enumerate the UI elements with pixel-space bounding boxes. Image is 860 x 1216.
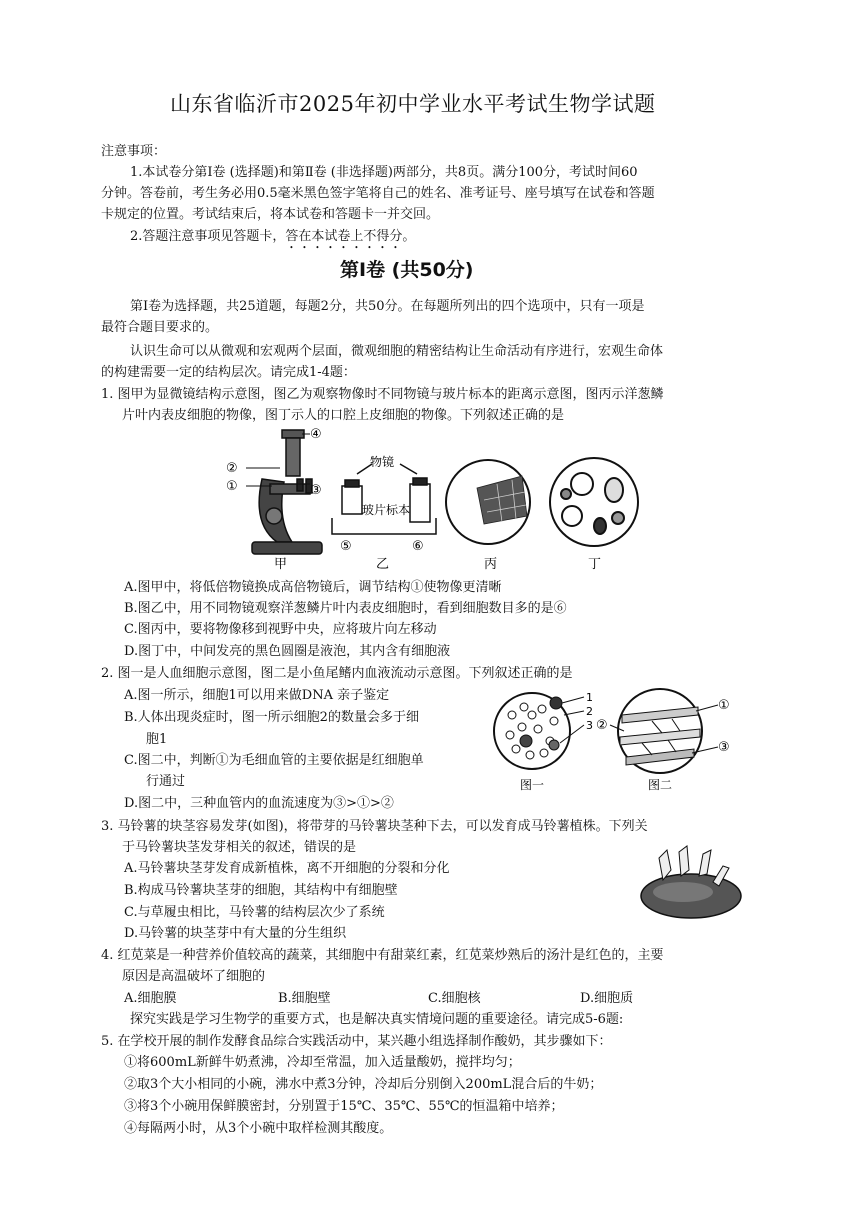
- question-1-option-c: C.图丙中，要将物像移到视野中央，应将玻片向左移动: [124, 622, 437, 637]
- question-3-stem-line-1: 3. 马铃薯的块茎容易发芽(如图)，将带芽的马铃薯块茎种下去，可以发育成马铃薯植株。下列关: [101, 819, 648, 834]
- question-3-stem-line-2: 于马铃薯块茎发芽相关的叙述，错误的是: [122, 840, 357, 855]
- notice-item-1-line-3: 卡规定的位置。考试结束后，将本试卷和答题卡一并交回。: [101, 207, 440, 222]
- figure-label-jia: 甲: [274, 557, 288, 572]
- question-2-option-d: D.图二中，三种血管内的血流速度为③>①>②: [124, 796, 394, 811]
- blood-label-3: 3: [586, 719, 593, 732]
- label-circle-4: ④: [310, 427, 322, 442]
- notice-item-1-line-1: 1.本试卷分第Ⅰ卷 (选择题)和第Ⅱ卷 (非选择题)两部分，共8页。满分100分，考试时间60: [130, 165, 638, 180]
- notice-item-2-suffix: 。: [402, 229, 416, 244]
- cheek-cell-view: [550, 458, 638, 546]
- question-4-stem-line-1: 4. 红苋菜是一种营养价值较高的蔬菜，其细胞中有甜菜红素，红苋菜炒熟后的汤汁是红色的，主要: [101, 948, 664, 963]
- question-1-stem-line-2: 片叶内表皮细胞的物像，图丁示人的口腔上皮细胞的物像。下列叙述正确的是: [122, 408, 565, 423]
- notice-item-2-emphasis: 答在本试卷上不得分: [285, 229, 403, 244]
- question-4-stem-line-2: 原因是高温破坏了细胞的: [122, 969, 266, 984]
- notice-item-2-prefix: 2.答题注意事项见答题卡，: [130, 229, 286, 244]
- notice-heading: 注意事项：: [101, 144, 167, 159]
- question-4-option-b: B.细胞壁: [278, 991, 331, 1006]
- label-circle-6: ⑥: [412, 539, 424, 554]
- label-circle-5: ⑤: [340, 539, 352, 554]
- figure-label-yi: 乙: [376, 557, 390, 572]
- passage-2: 探究实践是学习生物学的重要方式，也是解决真实情境问题的重要途径。请完成5-6题:: [130, 1012, 624, 1027]
- figure-label-bing: 丙: [484, 557, 498, 572]
- question-1-stem-line-1: 1. 图甲为显微镜结构示意图，图乙为观察物像时不同物镜与玻片标本的距离示意图，图丙示洋葱鳞: [101, 387, 664, 402]
- notice-item-1-line-2: 分钟。答卷前，考生务必用0.5毫米黑色签字笔将自己的姓名、准考证号、座号填写在试卷和答题: [101, 186, 655, 201]
- page-title: 山东省临沂市2025年初中学业水平考试生物学试题: [170, 92, 656, 116]
- figure-one-caption: 图一: [520, 778, 545, 792]
- question-2-option-c-line-2: 行通过: [146, 774, 186, 789]
- question-3-option-b: B.构成马铃薯块茎芽的细胞，其结构中有细胞壁: [124, 883, 398, 898]
- blood-vessel-image: [620, 707, 700, 765]
- question-5-step-2: ②取3个大小相同的小碗，沸水中煮3分钟，冷却后分别倒入200mL混合后的牛奶；: [124, 1077, 603, 1092]
- vessel-label-2: ②: [596, 718, 608, 733]
- blood-label-1: 1: [586, 691, 593, 704]
- slide-label: 玻片标本: [362, 503, 411, 517]
- figure-two-caption: 图二: [648, 778, 673, 792]
- section-title: 第Ⅰ卷 (共50分): [340, 259, 474, 281]
- vessel-label-1: ①: [718, 698, 730, 713]
- question-1-option-d: D.图丁中，中间发亮的黑色圆圈是液泡，其内含有细胞液: [124, 644, 451, 659]
- question-4-option-c: C.细胞核: [428, 991, 481, 1006]
- question-1-figure: [222, 424, 652, 574]
- question-1-option-b: B.图乙中，用不同物镜观察洋葱鳞片叶内表皮细胞时，看到细胞数目多的是⑥: [124, 601, 567, 616]
- section-intro-line-1: 第Ⅰ卷为选择题，共25道题，每题2分，共50分。在每题所列出的四个选项中，只有一项是: [130, 299, 645, 314]
- question-5-step-3: ③将3个小碗用保鲜膜密封，分别置于15℃、35℃、55℃的恒温箱中培养；: [124, 1099, 564, 1114]
- vessel-label-3: ③: [718, 740, 730, 755]
- question-3-option-d: D.马铃薯的块茎芽中有大量的分生组织: [124, 926, 347, 941]
- section-intro-line-2: 最符合题目要求的。: [101, 320, 219, 335]
- question-5-step-4: ④每隔两小时，从3个小碗中取样检测其酸度。: [124, 1121, 393, 1136]
- question-3-option-c: C.与草履虫相比，马铃薯的结构层次少了系统: [124, 905, 385, 920]
- question-4-option-a: A.细胞膜: [124, 991, 177, 1006]
- figure-label-ding: 丁: [588, 557, 602, 572]
- question-2-option-b-line-2: 胞1: [146, 732, 168, 747]
- label-circle-2: ②: [226, 461, 238, 476]
- question-4-option-d: D.细胞质: [580, 991, 634, 1006]
- notice-item-2: [130, 227, 415, 252]
- label-circle-1: ①: [226, 479, 238, 494]
- objective-label: 物镜: [370, 455, 395, 469]
- question-1-option-a: A.图甲中，将低倍物镜换成高倍物镜后，调节结构①使物像更清晰: [124, 580, 502, 595]
- passage-1-line-1: 认识生命可以从微观和宏观两个层面，微观细胞的精密结构让生命活动有序进行，宏观生命体: [130, 344, 664, 359]
- question-5-stem: 5. 在学校开展的制作发酵食品综合实践活动中，某兴趣小组选择制作酸奶，其步骤如下：: [101, 1034, 612, 1049]
- question-2-figure: [492, 685, 742, 795]
- objective-distance-diagram: [332, 464, 436, 534]
- question-2-option-c-line-1: C.图二中，判断①为毛细血管的主要依据是红细胞单: [124, 753, 424, 768]
- blood-label-2: 2: [586, 705, 593, 718]
- label-circle-3: ③: [310, 483, 322, 498]
- question-2-option-a: A.图一所示，细胞1可以用来做DNA 亲子鉴定: [124, 688, 390, 703]
- question-2-stem: 2. 图一是人血细胞示意图，图二是小鱼尾鳍内血液流动示意图。下列叙述正确的是: [101, 666, 573, 681]
- question-3-option-a: A.马铃薯块茎芽发育成新植株，离不开细胞的分裂和分化: [124, 861, 450, 876]
- question-5-step-1: ①将600mL新鲜牛奶煮沸，冷却至常温，加入适量酸奶，搅拌均匀；: [124, 1055, 521, 1070]
- potato-sprout-image: [633, 840, 743, 920]
- question-2-option-b-line-1: B.人体出现炎症时，图一所示细胞2的数量会多于细: [124, 710, 419, 725]
- passage-1-line-2: 的构建需要一定的结构层次。请完成1-4题：: [101, 365, 356, 380]
